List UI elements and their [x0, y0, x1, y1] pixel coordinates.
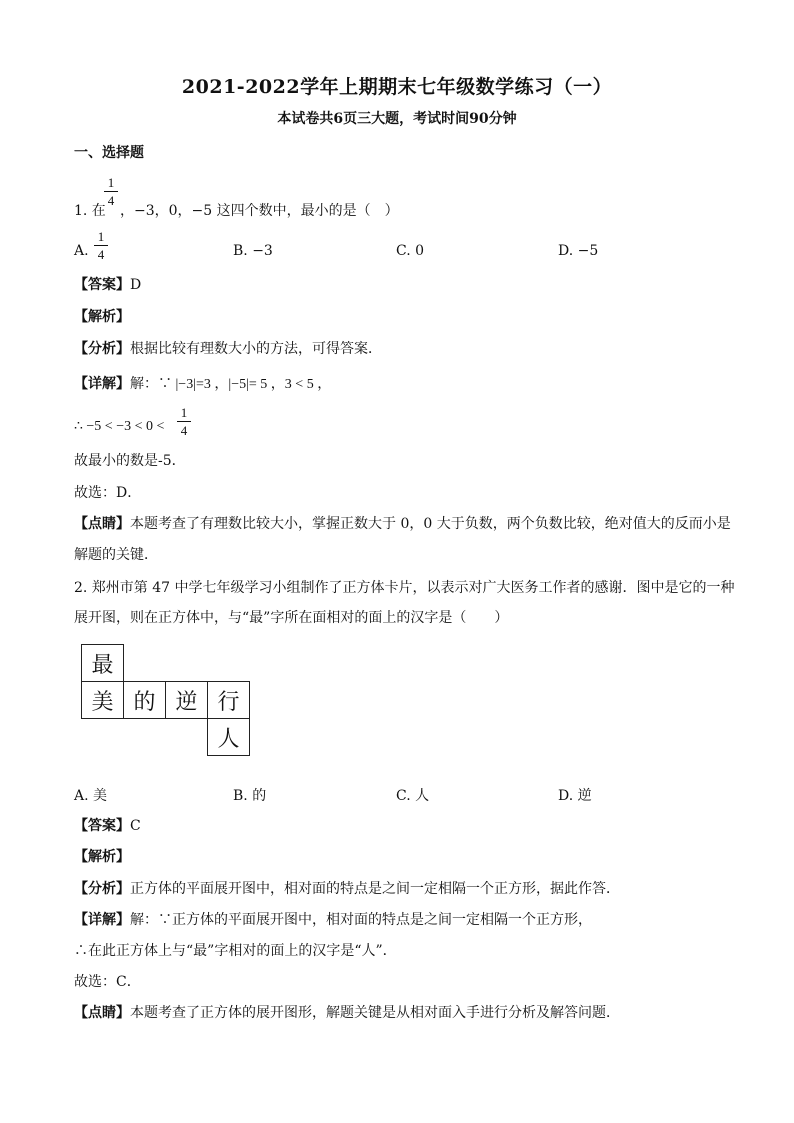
fenxi-tag: 【分析】 [74, 341, 130, 357]
q1-option-a-fraction [94, 229, 108, 262]
q1-detail [74, 375, 331, 394]
q2-therefore: ∴在此正方体上与“最”字相对的面上的汉字是“人”． [74, 943, 397, 959]
net-cell-empty [124, 645, 166, 682]
fenxi-text: 正方体的平面展开图中，相对面的特点是之间一定相隔一个正方形，据此作答． [130, 881, 620, 897]
answer-tag: 【答案】 [74, 277, 130, 293]
fenxi-tag: 【分析】 [74, 881, 130, 897]
q1-option-b: B. −3 [233, 243, 273, 259]
net-cell-empty [124, 719, 166, 756]
answer-value: C [130, 818, 141, 834]
q1-option-a-label: A. [74, 243, 89, 259]
comment-text: 本题考查了正方体的展开图形，解题关键是从相对面入手进行分析及解答问题． [130, 1005, 620, 1021]
q2-fenxi [74, 880, 620, 898]
frac-bar [104, 191, 118, 192]
q2-comment [74, 1004, 620, 1022]
q1-ineq-den: 4 [180, 423, 188, 438]
detail-text: 解：∵ |−3|=3 ，|−5|= 5 ，3 < 5 ， [130, 377, 332, 392]
net-cell-de: 的 [124, 682, 166, 719]
q2-option-c: C. 人 [396, 788, 430, 804]
detail-tag: 【详解】 [74, 376, 130, 392]
q1-fenxi [74, 340, 382, 358]
q2-stem-line1: 2. 郑州市第 47 中学七年级学习小组制作了正方体卡片，以表示对广大医务工作者的感谢．图中是它的一种 [74, 580, 735, 596]
q1-fraction [104, 175, 118, 208]
q1-frac-num: 1 [107, 175, 115, 190]
net-cell-empty [208, 645, 250, 682]
frac-bar [94, 245, 108, 246]
q1-option-d: D. −5 [558, 243, 599, 259]
comment-tag: 【点睛】 [74, 516, 130, 532]
q1-frac-den: 4 [107, 193, 115, 208]
q1-ineq-fraction [177, 405, 191, 438]
page-subtitle: 本试卷共6页三大题，考试时间90分钟 [277, 111, 517, 127]
q1-option-a-num: 1 [97, 229, 105, 244]
answer-tag: 【答案】 [74, 818, 130, 834]
q1-prefix: 1. 在 [74, 203, 106, 219]
q2-option-d: D. 逆 [558, 788, 592, 804]
q1-conclusion: 故最小的数是-5． [74, 453, 186, 469]
net-cell-empty [166, 719, 208, 756]
frac-bar [177, 421, 191, 422]
q2-stem-line2: 展开图，则在正方体中，与“最”字所在面相对的面上的汉字是（ ） [74, 610, 509, 626]
net-cell-mei: 美 [82, 682, 124, 719]
q2-analysis-tag: 【解析】 [74, 849, 130, 865]
cube-net-figure [81, 644, 250, 756]
fenxi-text: 根据比较有理数大小的方法，可得答案． [130, 341, 382, 357]
q1-analysis-tag: 【解析】 [74, 309, 130, 325]
q2-detail [74, 911, 592, 929]
net-cell-ren: 人 [208, 719, 250, 756]
q2-option-b: B. 的 [233, 788, 267, 804]
net-cell-ni: 逆 [166, 682, 208, 719]
q1-option-c: C. 0 [396, 243, 425, 259]
comment-text: 本题考查了有理数比较大小，掌握正数大于 0，0 大于负数，两个负数比较，绝对值大的反而小是 [130, 516, 731, 532]
answer-value: D [130, 277, 142, 293]
page-title: 2021-2022学年上期期末七年级数学练习（一） [181, 76, 613, 98]
q1-stem: ，−3，0，−5 这四个数中，最小的是（ ） [120, 203, 399, 219]
detail-tag: 【详解】 [74, 912, 130, 928]
q1-ineq-num: 1 [180, 405, 188, 420]
q1-option-a-den: 4 [97, 247, 105, 262]
q1-comment [74, 515, 731, 533]
q1-comment-cont: 解题的关键． [74, 547, 158, 563]
net-cell-empty [82, 719, 124, 756]
q2-option-a: A. 美 [74, 788, 108, 804]
q1-answer [74, 276, 141, 294]
net-cell-xing: 行 [208, 682, 250, 719]
q1-inequality: ∴ −5 < −3 < 0 < [74, 419, 165, 434]
comment-tag: 【点睛】 [74, 1005, 130, 1021]
net-cell-empty [166, 645, 208, 682]
net-cell-zui: 最 [82, 645, 124, 682]
detail-text: 解：∵正方体的平面展开图中，相对面的特点是之间一定相隔一个正方形， [130, 912, 592, 928]
q2-answer [74, 817, 141, 835]
section-heading-choice: 一、选择题 [74, 145, 144, 161]
q2-choose: 故选：C． [74, 974, 141, 990]
q1-choose: 故选：D． [74, 485, 142, 501]
